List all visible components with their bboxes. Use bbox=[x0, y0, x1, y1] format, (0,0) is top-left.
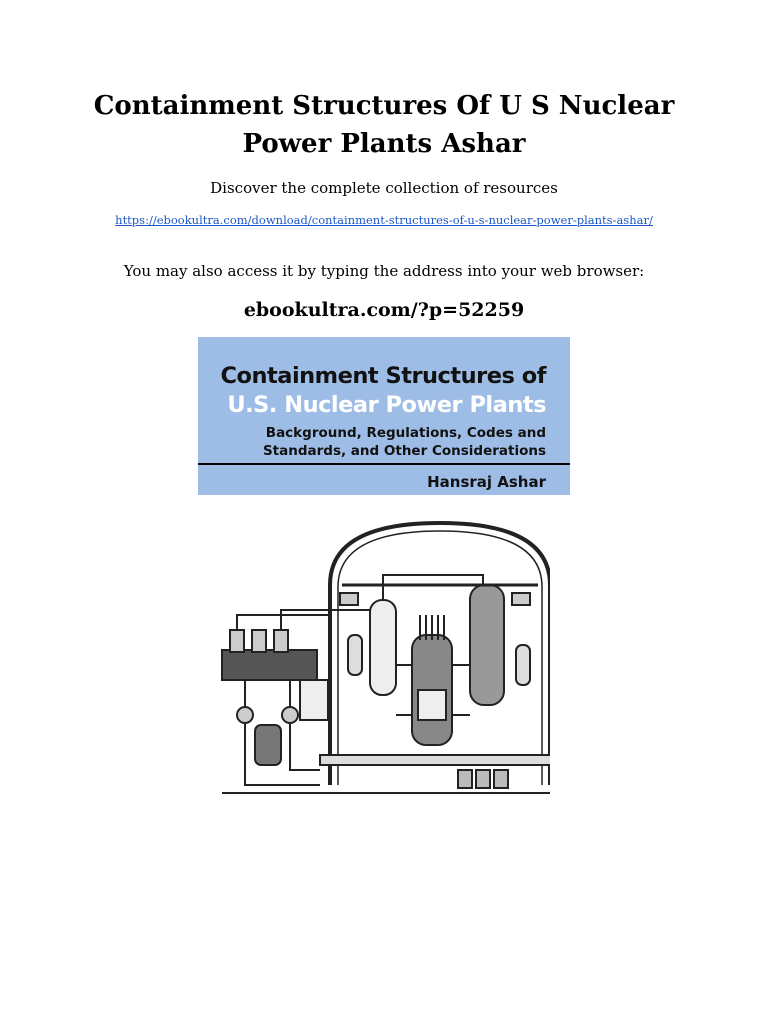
cover-author: Hansraj Ashar bbox=[427, 473, 546, 491]
cover-divider bbox=[198, 463, 570, 465]
cover-subtitle-line-1: Background, Regulations, Codes and bbox=[265, 425, 546, 441]
book-cover bbox=[198, 337, 570, 797]
access-note: You may also access it by typing the address into your web browser: bbox=[123, 262, 645, 280]
cover-title-line-1: Containment Structures of bbox=[220, 363, 546, 389]
cover-title-line-2: U.S. Nuclear Power Plants bbox=[227, 392, 546, 418]
short-url: ebookultra.com/?p=52259 bbox=[243, 299, 525, 321]
subtitle: Discover the complete collection of resources bbox=[210, 179, 558, 197]
cover-subtitle-line-2: Standards, and Other Considerations bbox=[262, 443, 546, 459]
download-link[interactable]: https://ebookultra.com/download/containment-structures-of-u-s-nuclear-power-plants-ashar/ bbox=[115, 213, 653, 227]
containment-illustration bbox=[220, 515, 550, 797]
page-title: Containment Structures Of U S Nuclear Power Plants Ashar bbox=[93, 91, 675, 159]
